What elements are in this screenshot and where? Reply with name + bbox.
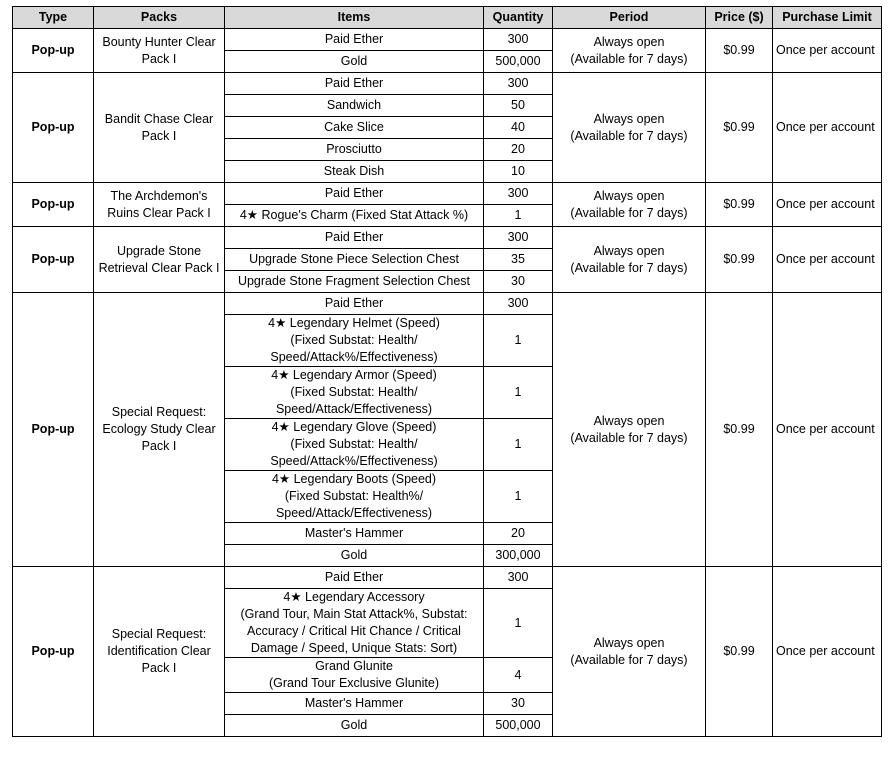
quantity-cell: 500,000: [484, 51, 553, 73]
item-name-cell: Sandwich: [225, 95, 484, 117]
table-row: [13, 29, 882, 51]
period-line2: (Available for 7 days): [570, 51, 688, 66]
purchase-limit-cell: Once per account: [773, 293, 882, 567]
quantity-cell: 1: [484, 315, 553, 367]
pack-name-cell: The Archdemon's Ruins Clear Pack I: [94, 183, 225, 227]
type-cell: Pop-up: [13, 293, 94, 567]
period-line2: (Available for 7 days): [570, 205, 688, 220]
period-line1: Always open: [593, 635, 665, 650]
price-cell: $0.99: [706, 183, 773, 227]
quantity-cell: 50: [484, 95, 553, 117]
pack-name-cell: Bounty Hunter Clear Pack I: [94, 29, 225, 73]
type-cell: Pop-up: [13, 73, 94, 183]
item-name-cell: Master's Hammer: [225, 523, 484, 545]
period-line2: (Available for 7 days): [570, 128, 688, 143]
period-line1: Always open: [593, 111, 665, 126]
type-cell: Pop-up: [13, 227, 94, 293]
quantity-cell: 500,000: [484, 715, 553, 737]
pack-name-cell: Bandit Chase Clear Pack I: [94, 73, 225, 183]
price-cell: $0.99: [706, 227, 773, 293]
quantity-cell: 30: [484, 693, 553, 715]
pack-name-cell: Upgrade Stone Retrieval Clear Pack I: [94, 227, 225, 293]
period-line2: (Available for 7 days): [570, 430, 688, 445]
quantity-cell: 1: [484, 589, 553, 658]
period-cell: [553, 73, 706, 183]
table-row: [13, 73, 882, 95]
period-cell: [553, 29, 706, 73]
item-name-cell: 4★ Legendary Boots (Speed) (Fixed Substat: Health%/ Speed/Attack/Effectiveness): [225, 471, 484, 523]
header-price: Price ($): [706, 7, 773, 29]
item-name-cell: Grand Glunite (Grand Tour Exclusive Glunite): [225, 658, 484, 693]
item-name-cell: Paid Ether: [225, 183, 484, 205]
header-quantity: Quantity: [484, 7, 553, 29]
pack-table: [12, 6, 882, 737]
quantity-cell: 1: [484, 205, 553, 227]
item-name-cell: Gold: [225, 51, 484, 73]
quantity-cell: 300,000: [484, 545, 553, 567]
price-cell: $0.99: [706, 73, 773, 183]
purchase-limit-cell: Once per account: [773, 73, 882, 183]
purchase-limit-cell: Once per account: [773, 227, 882, 293]
quantity-cell: 1: [484, 471, 553, 523]
period-cell: [553, 227, 706, 293]
period-line1: Always open: [593, 188, 665, 203]
item-name-cell: 4★ Legendary Armor (Speed) (Fixed Substat: Health/ Speed/Attack/Effectiveness): [225, 367, 484, 419]
item-name-cell: Upgrade Stone Piece Selection Chest: [225, 249, 484, 271]
quantity-cell: 300: [484, 183, 553, 205]
table-row: [13, 567, 882, 589]
quantity-cell: 300: [484, 293, 553, 315]
period-cell: [553, 183, 706, 227]
type-cell: Pop-up: [13, 183, 94, 227]
price-cell: $0.99: [706, 567, 773, 737]
item-name-cell: Prosciutto: [225, 139, 484, 161]
item-name-cell: Upgrade Stone Fragment Selection Chest: [225, 271, 484, 293]
item-name-cell: Paid Ether: [225, 227, 484, 249]
item-name-cell: 4★ Legendary Glove (Speed) (Fixed Substat: Health/ Speed/Attack%/Effectiveness): [225, 419, 484, 471]
period-line1: Always open: [593, 34, 665, 49]
period-line1: Always open: [593, 413, 665, 428]
item-name-cell: Paid Ether: [225, 29, 484, 51]
quantity-cell: 20: [484, 523, 553, 545]
table-row: [13, 293, 882, 315]
item-name-cell: Steak Dish: [225, 161, 484, 183]
quantity-cell: 300: [484, 73, 553, 95]
table-body: [13, 29, 882, 737]
pack-name-cell: Special Request: Identification Clear Pack I: [94, 567, 225, 737]
price-cell: $0.99: [706, 29, 773, 73]
quantity-cell: 300: [484, 29, 553, 51]
quantity-cell: 10: [484, 161, 553, 183]
quantity-cell: 40: [484, 117, 553, 139]
period-line1: Always open: [593, 243, 665, 258]
purchase-limit-cell: Once per account: [773, 183, 882, 227]
period-line2: (Available for 7 days): [570, 652, 688, 667]
item-name-cell: Cake Slice: [225, 117, 484, 139]
purchase-limit-cell: Once per account: [773, 29, 882, 73]
period-line2: (Available for 7 days): [570, 260, 688, 275]
quantity-cell: 4: [484, 658, 553, 693]
price-cell: $0.99: [706, 293, 773, 567]
purchase-limit-cell: Once per account: [773, 567, 882, 737]
quantity-cell: 300: [484, 227, 553, 249]
type-cell: Pop-up: [13, 567, 94, 737]
type-cell: Pop-up: [13, 29, 94, 73]
item-name-cell: Master's Hammer: [225, 693, 484, 715]
period-cell: [553, 293, 706, 567]
quantity-cell: 30: [484, 271, 553, 293]
quantity-cell: 1: [484, 367, 553, 419]
header-period: Period: [553, 7, 706, 29]
header-items: Items: [225, 7, 484, 29]
item-name-cell: 4★ Rogue's Charm (Fixed Stat Attack %): [225, 205, 484, 227]
table-row: [13, 227, 882, 249]
header-type: Type: [13, 7, 94, 29]
header-purchase-limit: Purchase Limit: [773, 7, 882, 29]
header-row: [13, 7, 882, 29]
item-name-cell: Gold: [225, 545, 484, 567]
quantity-cell: 300: [484, 567, 553, 589]
quantity-cell: 20: [484, 139, 553, 161]
item-name-cell: Paid Ether: [225, 293, 484, 315]
header-packs: Packs: [94, 7, 225, 29]
item-name-cell: 4★ Legendary Accessory (Grand Tour, Main Stat Attack%, Substat: Accuracy / Critical Hit Chance / Critical Damage / Speed, Unique Stats: Sort): [225, 589, 484, 658]
period-cell: [553, 567, 706, 737]
quantity-cell: 1: [484, 419, 553, 471]
quantity-cell: 35: [484, 249, 553, 271]
table-row: [13, 183, 882, 205]
pack-name-cell: Special Request: Ecology Study Clear Pack I: [94, 293, 225, 567]
item-name-cell: Paid Ether: [225, 73, 484, 95]
item-name-cell: Gold: [225, 715, 484, 737]
item-name-cell: Paid Ether: [225, 567, 484, 589]
item-name-cell: 4★ Legendary Helmet (Speed) (Fixed Substat: Health/ Speed/Attack%/Effectiveness): [225, 315, 484, 367]
